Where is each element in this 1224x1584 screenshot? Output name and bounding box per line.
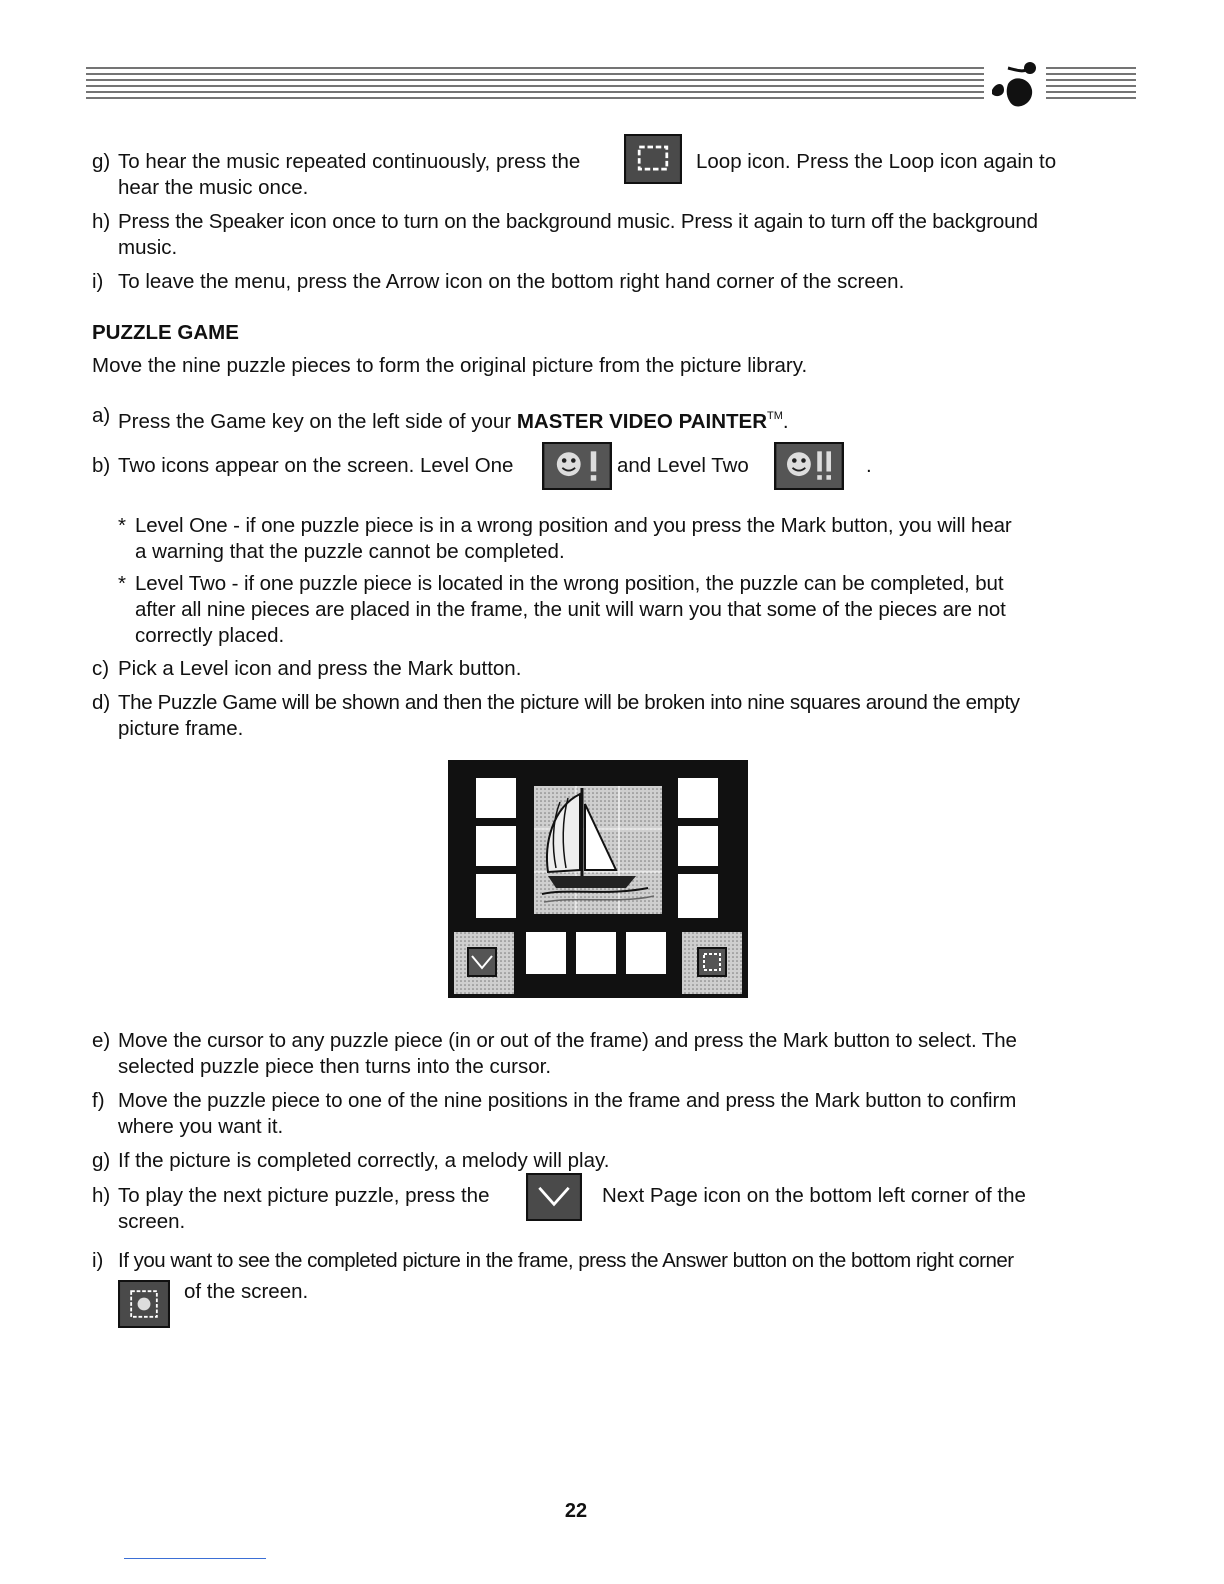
step-h-text-line2: music. [118,236,178,259]
paint-drop-logo-icon [986,60,1042,114]
product-name: MASTER VIDEO PAINTER [516,410,768,433]
step-g-text-line2: hear the music once. [118,176,309,199]
step-a-period: . [782,410,789,433]
step-label: i) [92,1249,104,1272]
step-d-text-line2: picture frame. [118,717,244,740]
step-label: g) [92,1149,111,1172]
step-a-text [118,403,789,435]
step-h2-text-cont: Next Page icon on the bottom left corner of the [602,1184,1026,1207]
step-label: g) [92,150,111,173]
bullet-level-two-line3: correctly placed. [135,624,285,647]
step-f-text-line2: where you want it. [118,1115,284,1138]
bullet-mark: * [118,514,126,537]
section-intro: Move the nine puzzle pieces to form the original picture from the picture library. [92,354,808,377]
section-title: PUZZLE GAME [92,321,239,344]
step-a-body: Press the Game key on the left side of your [118,410,512,433]
footer-line [124,1558,266,1559]
answer-icon [118,1280,170,1328]
step-label: f) [92,1089,105,1112]
step-d-text: The Puzzle Game will be shown and then the picture will be broken into nine squares around the empty [118,691,1020,714]
step-label: a) [92,404,111,427]
header-rule-right [1046,64,1136,100]
step-b-text: Two icons appear on the screen. Level One [118,454,514,477]
bullet-level-one-line2: a warning that the puzzle cannot be completed. [135,540,565,563]
step-e-text: Move the cursor to any puzzle piece (in or out of the frame) and press the Mark button to select. The [118,1029,1017,1052]
step-g-text-cont: Loop icon. Press the Loop icon again to [696,150,1057,173]
bullet-mark: * [118,572,126,595]
bullet-level-one: Level One - if one puzzle piece is in a wrong position and you press the Mark button, you will hear [135,514,1012,537]
step-f-text: Move the puzzle piece to one of the nine positions in the frame and press the Mark button to confirm [118,1089,1017,1112]
level-two-smiley-icon [774,442,844,490]
step-i2-text-line2: of the screen. [184,1280,309,1303]
step-e-text-line2: selected puzzle piece then turns into the cursor. [118,1055,552,1078]
step-label: i) [92,270,104,293]
page-number: 22 [564,1500,588,1522]
header-rule-left [86,64,984,100]
step-g-text: To hear the music repeated continuously, press the [118,150,581,173]
sailboat-puzzle-illustration [448,760,748,998]
step-c-text: Pick a Level icon and press the Mark button. [118,657,522,680]
step-label: h) [92,210,111,233]
step-label: b) [92,454,111,477]
step-b-text-cont: and Level Two [617,454,749,477]
loop-icon [624,134,682,184]
level-one-smiley-icon [542,442,612,490]
step-i-text: To leave the menu, press the Arrow icon on the bottom right hand corner of the screen. [118,270,905,293]
step-h2-text-line2: screen. [118,1210,186,1233]
bullet-level-two: Level Two - if one puzzle piece is located in the wrong position, the puzzle can be completed, but [135,572,1004,595]
step-b-period: . [866,454,872,477]
bullet-level-two-line2: after all nine pieces are placed in the frame, the unit will warn you that some of the pieces are not [135,598,1006,621]
step-label: c) [92,657,110,680]
next-page-icon [526,1173,582,1221]
step-label: e) [92,1029,111,1052]
step-g2-text: If the picture is completed correctly, a melody will play. [118,1149,610,1172]
step-h2-text: To play the next picture puzzle, press the [118,1184,490,1207]
step-label: d) [92,691,111,714]
trademark-mark: TM [767,410,783,422]
step-i2-text: If you want to see the completed picture in the frame, press the Answer button on the bottom right corner [118,1249,1014,1272]
step-label: h) [92,1184,111,1207]
step-h-text: Press the Speaker icon once to turn on the background music. Press it again to turn off the background [118,210,1038,233]
